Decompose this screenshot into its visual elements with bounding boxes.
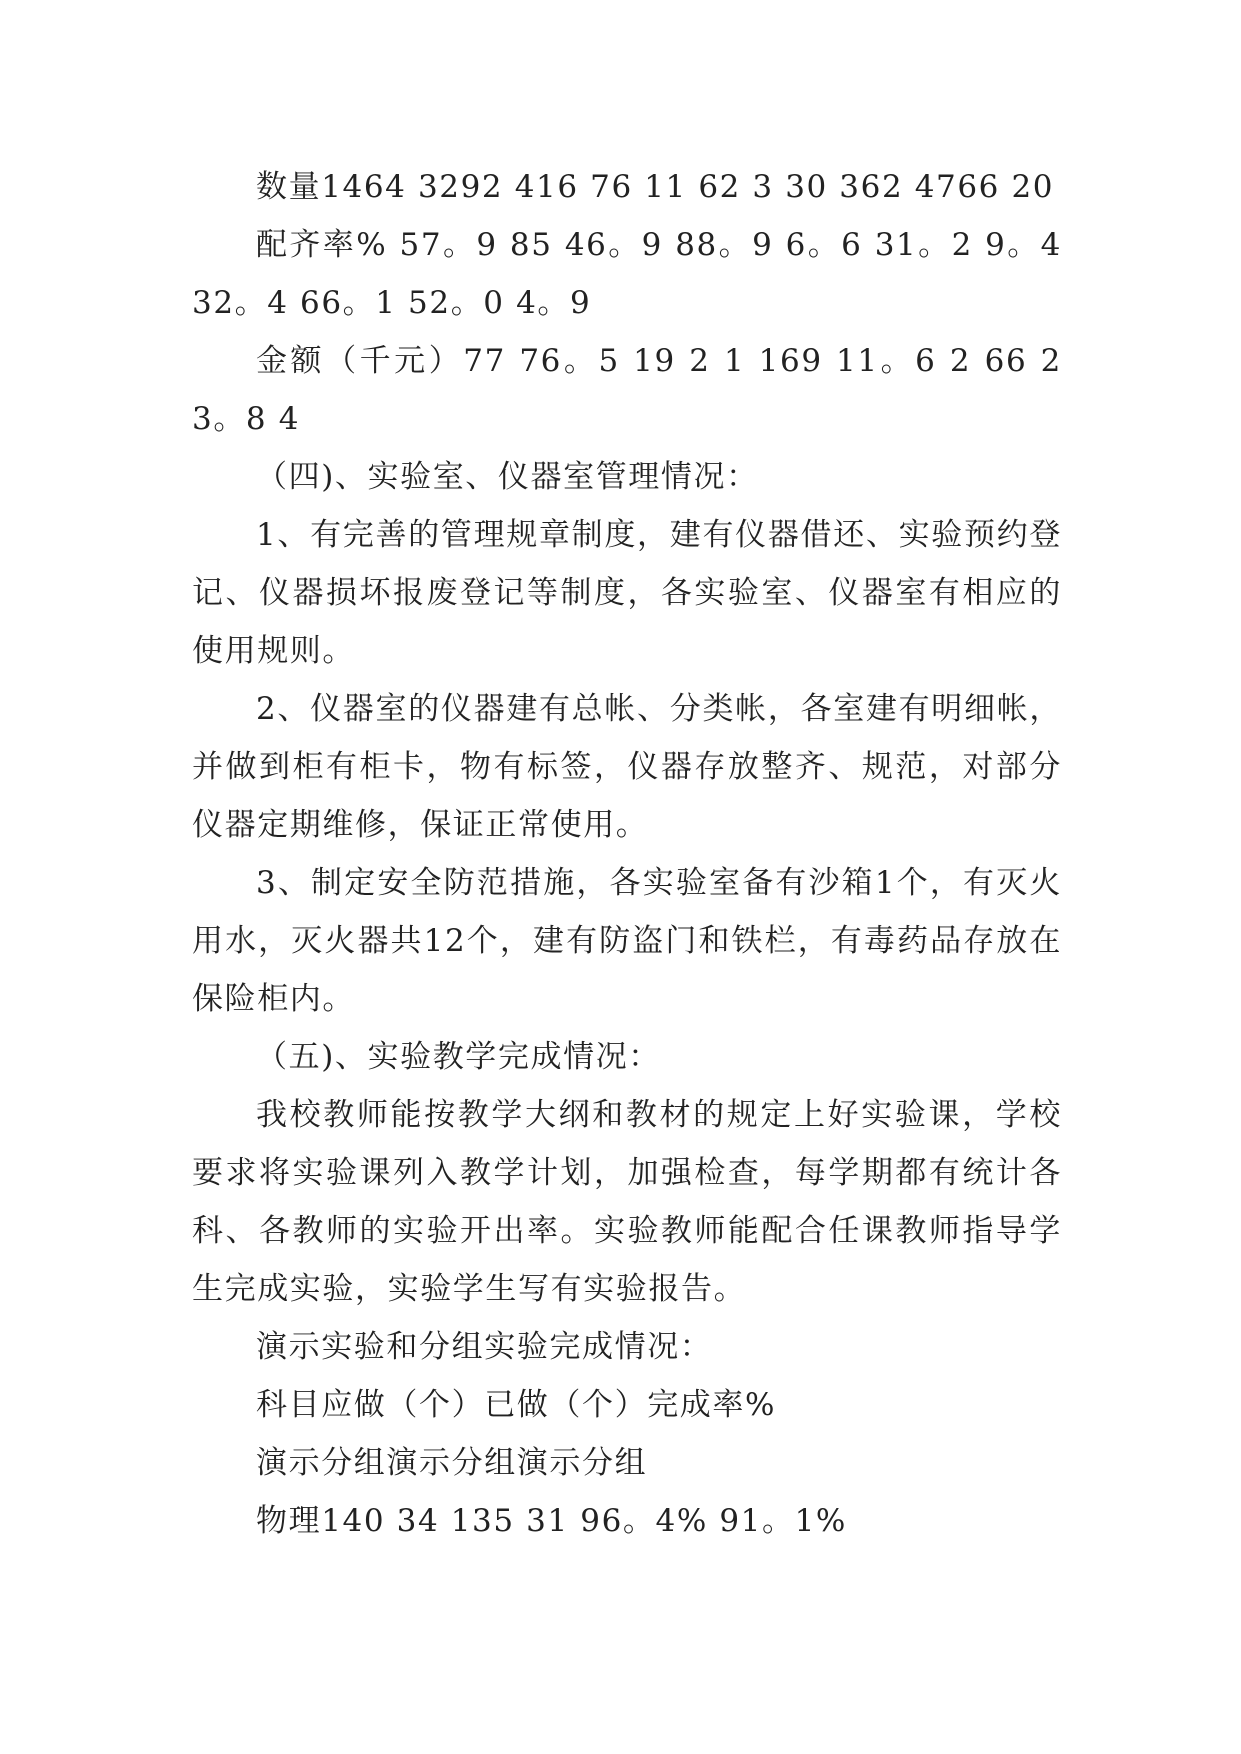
paragraph-quantity-row: 数量1464 3292 416 76 11 62 3 30 362 4766 20 <box>256 169 1055 205</box>
paragraph-amount-row: 金额（千元）77 76。5 19 2 1 169 11。6 2 66 23。8 4 <box>192 343 1062 437</box>
paragraph-management-rules: 1、有完善的管理规章制度，建有仪器借还、实验预约登记、仪器损坏报废登记等制度，各实验室、仪器室有相应的使用规则。 <box>192 517 1062 669</box>
paragraph-safety-measures: 3、制定安全防范措施，各实验室备有沙箱1个，有灭火用水，灭火器共12个，建有防盗门和铁栏，有毒药品存放在保险柜内。 <box>192 865 1062 1017</box>
paragraph-table-subheader: 演示分组演示分组演示分组 <box>256 1445 648 1481</box>
paragraph-physics-row: 物理140 34 135 31 96。4% 91。1% <box>256 1503 847 1539</box>
document-body <box>192 158 1062 1550</box>
paragraph-completion-rate-row: 配齐率% 57。9 85 46。9 88。9 6。6 31。2 9。4 32。4 66。1 52。0 4。9 <box>192 227 1062 321</box>
paragraph-teaching-description: 我校教师能按教学大纲和教材的规定上好实验课，学校要求将实验课列入教学计划，加强检查，每学期都有统计各科、各教师的实验开出率。实验教师能配合任课教师指导学生完成实验，实验学生写有实验报告。 <box>192 1097 1062 1307</box>
paragraph-instrument-accounts: 2、仪器室的仪器建有总帐、分类帐，各室建有明细帐，并做到柜有柜卡，物有标签，仪器存放整齐、规范，对部分仪器定期维修，保证正常使用。 <box>192 691 1062 843</box>
section-heading-teaching-completion: （五)、实验教学完成情况： <box>256 1039 661 1075</box>
section-heading-lab-management: （四)、实验室、仪器室管理情况： <box>256 459 759 495</box>
paragraph-experiment-heading: 演示实验和分组实验完成情况： <box>256 1329 713 1365</box>
paragraph-table-header: 科目应做（个）已做（个）完成率% <box>256 1387 777 1423</box>
